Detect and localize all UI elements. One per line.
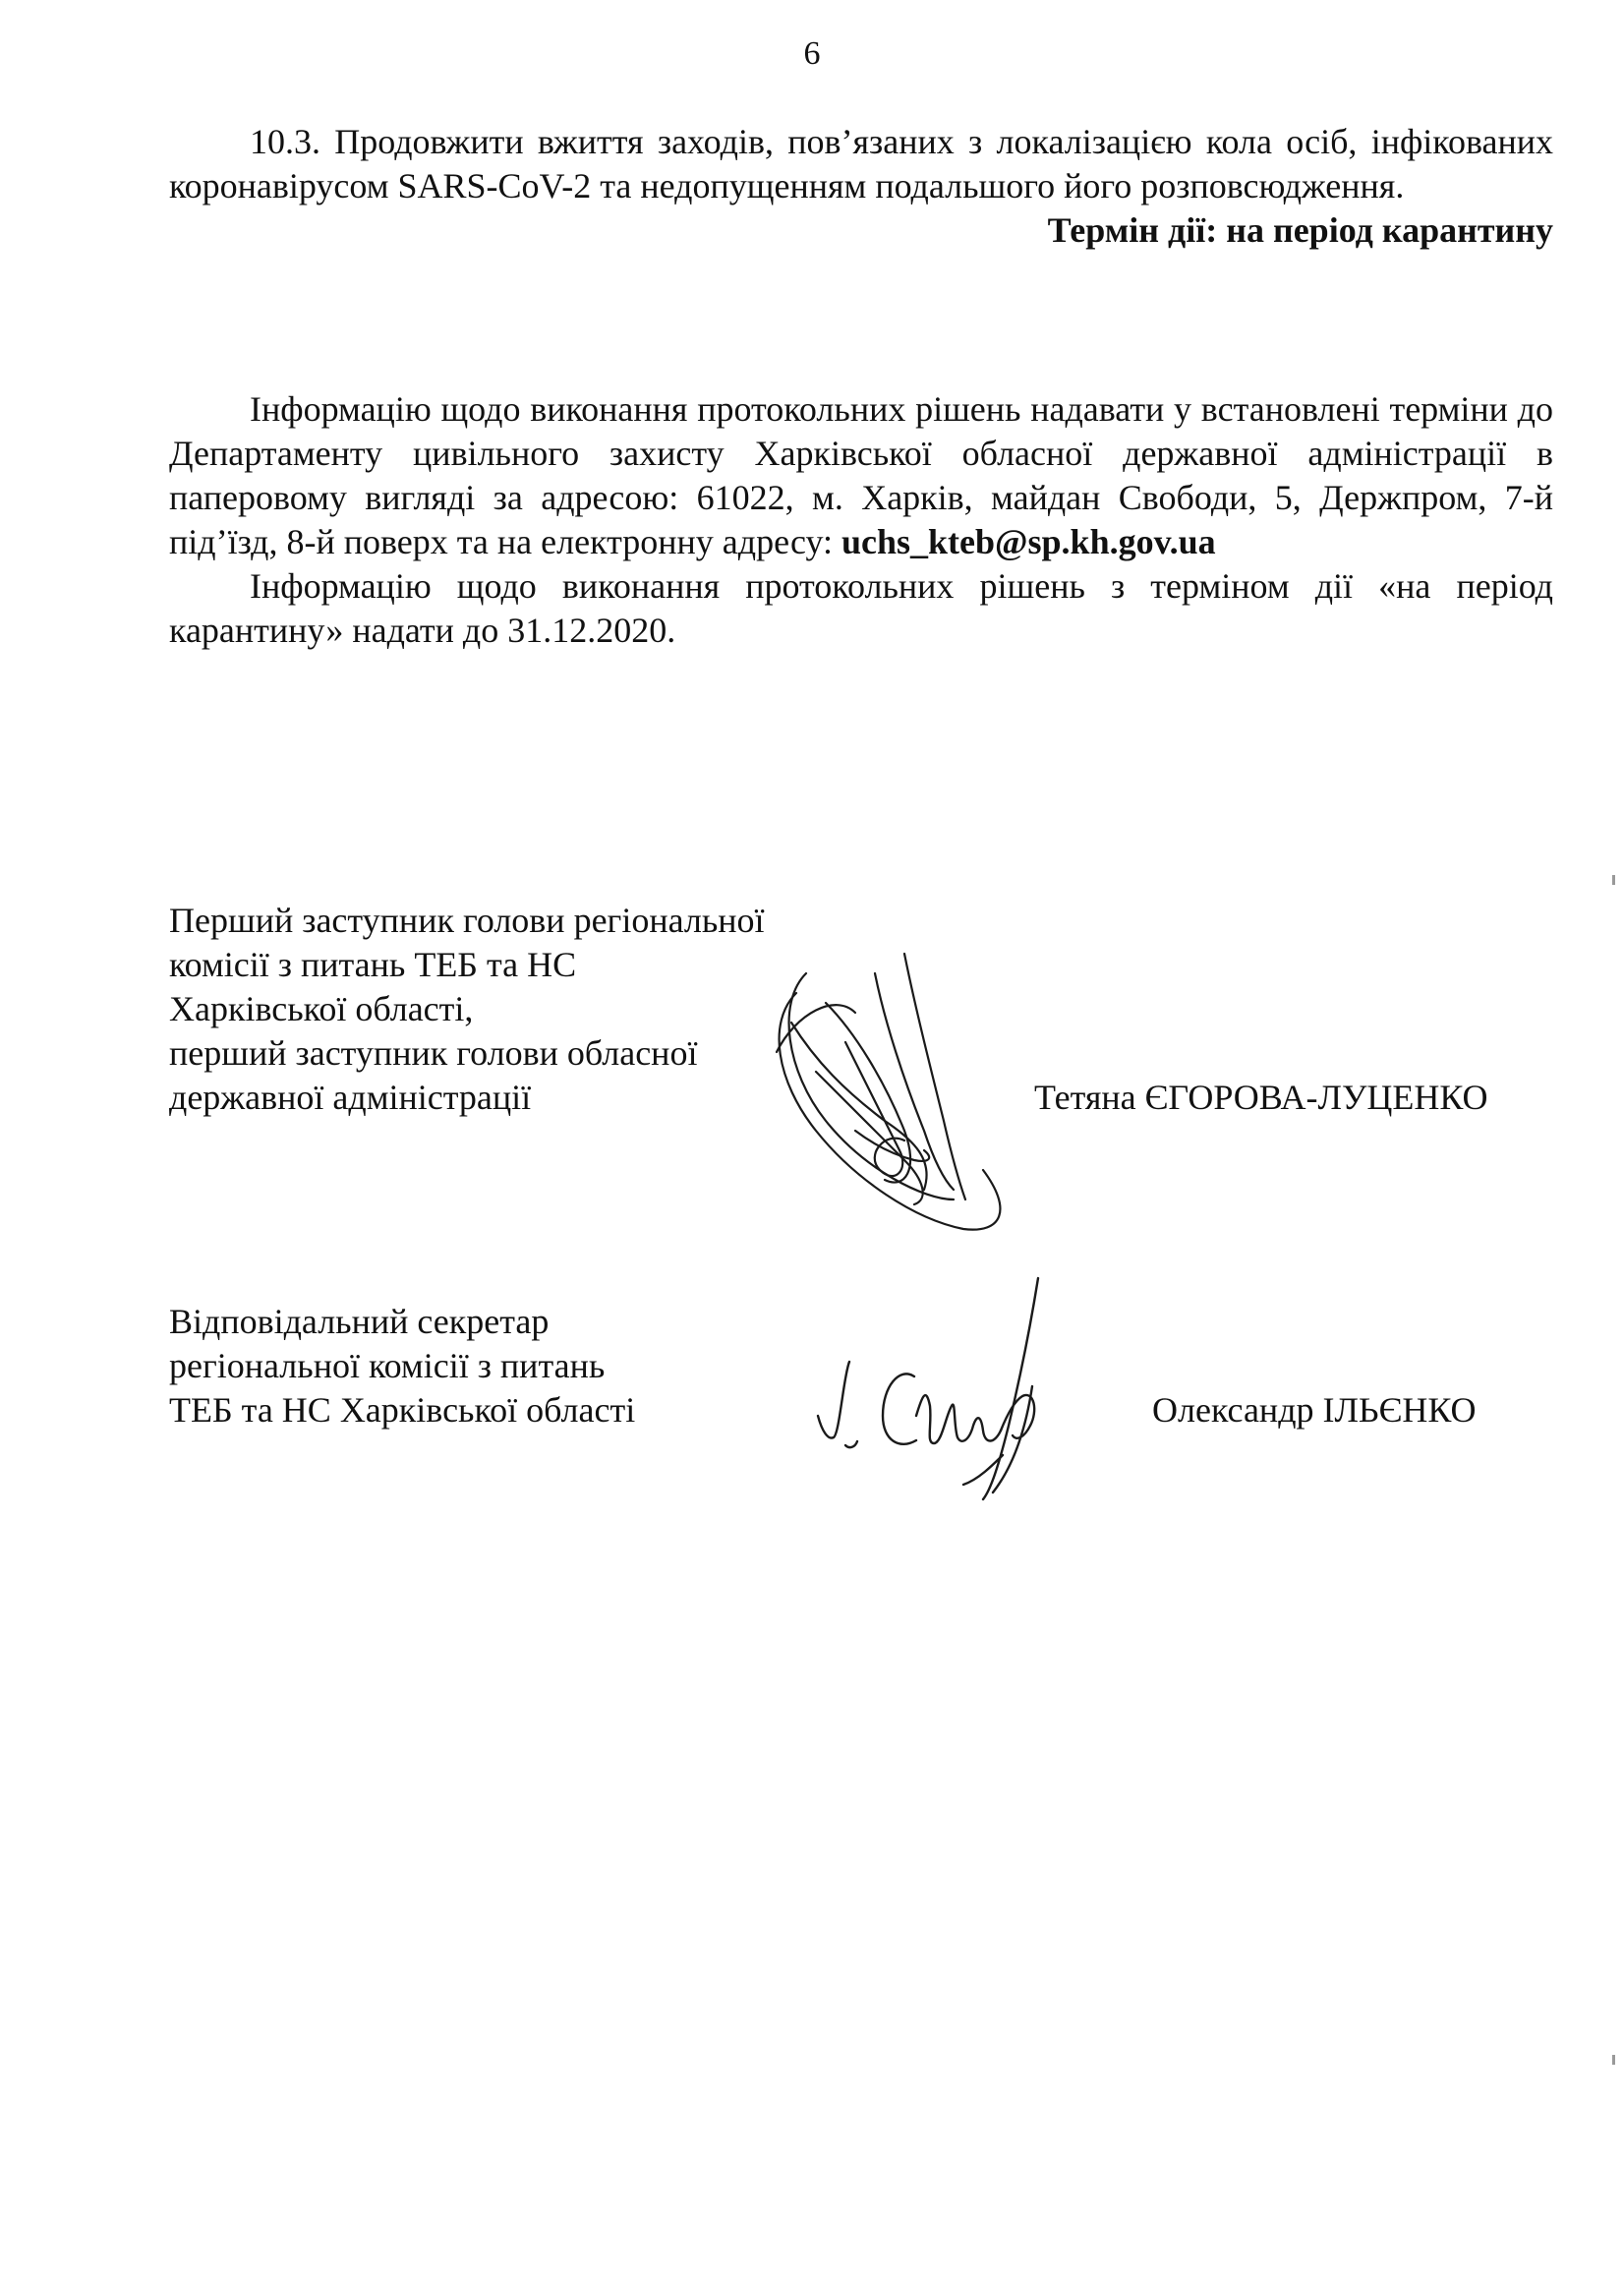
scan-margin-mark	[1612, 875, 1615, 885]
signatory-1-name: Тетяна ЄГОРОВА-ЛУЦЕНКО	[1034, 1078, 1488, 1117]
signatory-2-position	[169, 1300, 635, 1433]
info-section	[169, 387, 1553, 653]
signatory-2-position-line: Відповідальний секретар	[169, 1302, 550, 1341]
email-address: uchs_kteb@sp.kh.gov.ua	[841, 522, 1216, 561]
page-number: 6	[803, 35, 821, 72]
info-paragraph-2: Інформацію щодо виконання протокольних рішень з терміном дії «на період карантину» надати до 31.12.2020.	[169, 566, 1553, 650]
signatory-2-position-line: регіональної комісії з питань	[169, 1346, 606, 1385]
item-10-3-text: 10.3. Продовжити вжиття заходів, пов’язаних з локалізацією кола осіб, інфікованих коронавірусом SARS-CoV-2 та недопущенням подальшого його розповсюдження.	[169, 122, 1553, 205]
signature-2-scribble	[806, 1268, 1140, 1504]
item-10-3	[169, 120, 1553, 253]
signatory-1-position-line: Перший заступник голови регіональної	[169, 901, 765, 940]
signatory-2-position-line: ТЕБ та НС Харківської області	[169, 1390, 636, 1430]
signatory-1-position-line: комісії з питань ТЕБ та НС	[169, 945, 577, 984]
signatory-1-position-line: державної адміністрації	[169, 1078, 532, 1117]
signatory-1-position-line: перший заступник голови обласної	[169, 1033, 698, 1073]
info-paragraph-1	[169, 387, 1553, 564]
info-paragraph-1-text: Інформацію щодо виконання протокольних рішень надавати у встановлені терміни до Департаменту цивільного захисту Харківської обласної державної адміністрації в паперовому вигляді за адресою: 61022, м. Харків, майдан Свободи, 5, Держпром, 7-й під’їзд, 8-й поверх та на електронну адресу:	[169, 389, 1553, 561]
signatory-1-position	[169, 899, 765, 1120]
item-10-3-term: Термін дії: на період карантину	[1047, 210, 1553, 250]
signatory-1-position-line: Харківської області,	[169, 989, 474, 1028]
signature-1-scribble	[757, 934, 1042, 1258]
signatory-2-name: Олександр ІЛЬЄНКО	[1152, 1390, 1477, 1430]
scan-margin-mark	[1612, 2055, 1615, 2065]
